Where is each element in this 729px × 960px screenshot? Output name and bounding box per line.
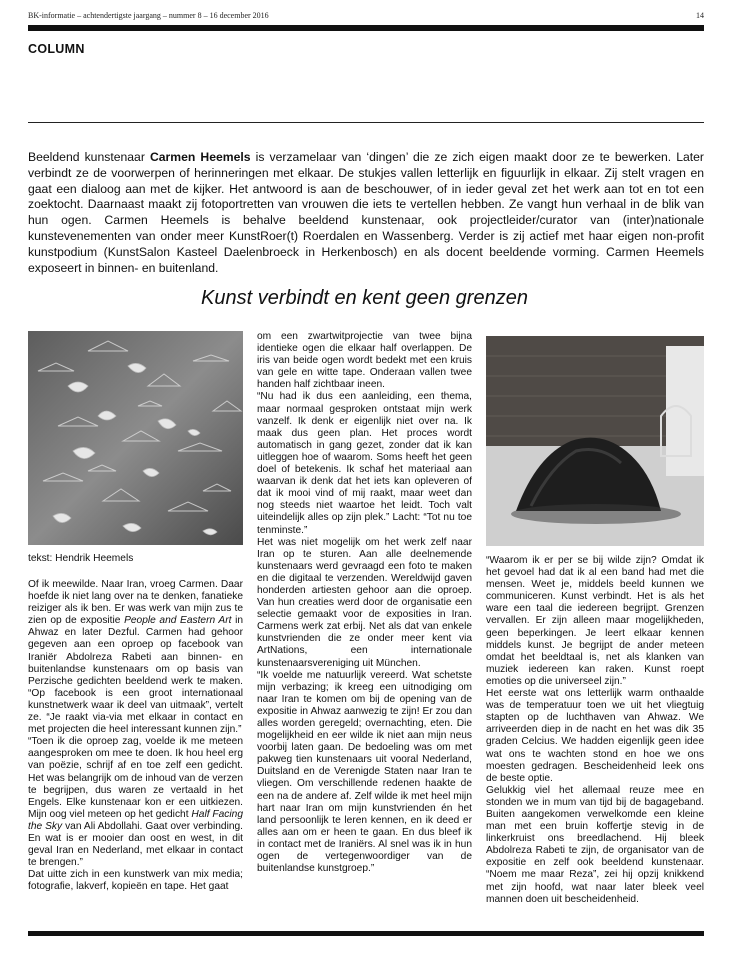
- col1-paragraph-2: [28, 736, 243, 869]
- col1-paragraph-3: Dat uitte zich in een kunstwerk van mix media; fotografie, lakverf, kopieën en tape. Het gaat: [28, 869, 243, 893]
- exhibition-title: People and Eastern Art: [124, 615, 232, 627]
- intro-body: is verzamelaar van ‘dingen’ die ze zich eigen maakt door ze te bewerken. Later verbindt ze de voorwerpen of herinneringen met elkaar. De stukjes vallen letterlijk en figuurlijk in elkaar. Zij stelt vragen en gaat een dialoog aan met de kijker. Het antwoord is aan de beschouwer, of in ieder geval zet het werk aan tot en tot een zoektocht. Daarnaast maakt zij fotoportretten van vrouwen die iets te vertellen hebben. Ze vangt hun verhaal in de blik van hun ogen. Carmen Heemels is behalve beeldend kunstenaar, ook projectleider/curator van (inter)nationale kunstevenementen van onder meer KunstRoer(t) Roerdalen en Wassenberg. Verder is zij actief met haar eigen non-profit kunstpodium (KunstSalon Kasteel Daelenbroeck in Herkenbosch) en als docent beeldende vorming. Carmen Heemels exposeert in binnen- en buitenland.: [28, 150, 704, 275]
- col3-paragraph-2: Het eerste wat ons letterlijk warm onthaalde was de temperatuur toen we uit het vliegtuig stapten op de luchthaven van Ahwaz. We arriveerden diep in de nacht en het was dik 35 graden Celcius. We hadden eigenlijk geen idee wat ons te wachten stond en hoe we ons moesten gedragen. Bescheidenheid leek ons de beste optie.: [486, 688, 704, 784]
- col1-p2-text: “Toen ik die oproep zag, voelde ik me meteen aangesproken om mee te doen. Ik hou heel erg van poëzie, schrijf af en toe zelf een gedicht. Het was belangrijk om de inhoud van de verzen te begrijpen, dus waren ze vertaald in het Engels. Elke kunstenaar kon er een uitkiezen. Mijn oog viel meteen op het gedicht: [28, 736, 243, 820]
- poem-title: Half Facing the Sky: [28, 808, 243, 832]
- artist-name: Carmen Heemels: [149, 150, 251, 164]
- article-column-1: [28, 579, 243, 893]
- col1-paragraph-1: [28, 579, 243, 736]
- artwork-photo-pile: [486, 336, 704, 546]
- masthead: [28, 11, 704, 20]
- hangers-image: [28, 331, 243, 545]
- header-rule: [28, 25, 704, 31]
- footer-rule: [28, 931, 704, 936]
- pile-image: [486, 336, 704, 546]
- section-label: COLUMN: [28, 42, 85, 56]
- col2-paragraph-1: om een zwartwitprojectie van twee bijna identieke ogen die elkaar half overlappen. De iris van beide ogen wordt bedekt met een kruis van gele en witte tape. Onderaan vallen twee handen half zichtbaar ineen.: [257, 331, 472, 391]
- intro-paragraph: [28, 150, 704, 276]
- col2-paragraph-2: “Nu had ik dus een aanleiding, een thema, maar normaal gesproken ontstaat mijn werk vanzelf. Ik denk er eigenlijk niet over na. Ik maak dus geen plan. Het proces wordt automatisch in gang gezet, zonder dat ik kan uitleggen hoe of waarom. Soms heeft het geen doel of betekenis. Ik schaf het materiaal aan waarvan ik denk dat het iets kan opleveren of dat ik mooi vind of mij raakt, maar weet dan nog steeds niet waartoe het leidt. Toch valt uiteindelijk alles op zijn plek.” Lacht: “Tot nu toe tenminste.”: [257, 391, 472, 536]
- article-column-2: [257, 331, 472, 875]
- col1-p1-text-cont: in Ahwaz en later Dezful. Carmen had gehoor gegeven aan een oproep op facebook van Iraniër Abdolreza Rabeti aan binnen- en buitenlandse kunstenaars om op basis van Perzische gedichten beeldend werk te maken. “Op facebook is een groot internationaal kunstnetwerk waar ik deel van uitmaak”, vertelt ze. “Je raakt via-via met elkaar in contact en met projecten die heel interessant kunnen zijn.”: [28, 615, 243, 736]
- article-column-3: [486, 555, 704, 906]
- col3-paragraph-1: “Waarom ik er per se bij wilde zijn? Omdat ik het gevoel had dat ik al een band had met die mensen. Weet je, middels beeld kunnen we communiceren. Kunst verbindt. Het is als het ware een taal die iedereen begrijpt. Grenzen vervallen. Er zijn alleen maar mogelijkheden, geen beperkingen. Je leert elkaar kennen middels kunst. Je begrijpt de ander meteen omdat het beeldtaal is, net als klanken van muziek iedereen kan raken. Kunst roept emoties op die universeel zijn.”: [486, 555, 704, 687]
- masthead-text: BK-informatie – achtendertigste jaargang – nummer 8 – 16 december 2016: [28, 11, 269, 20]
- photo-credit: tekst: Hendrik Heemels: [28, 553, 134, 564]
- col3-paragraph-3: Gelukkig viel het allemaal reuze mee en stonden we in mum van tijd bij de bagageband. Buiten aangekomen verwelkomde een kleine man met een bruin koffertje stevig in de linkerkruist ons breedlachend. Hij bleek Abdolreza Rabeti te zijn, de organisator van de expositie en zelf ook beeldend kunstenaar. “Noem me maar Reza”, zei hij opzij knikkend met zijn hoofd, wat naar later bleek veel mannen doen uit bescheidenheid.: [486, 784, 704, 905]
- article-headline: Kunst verbindt en kent geen grenzen: [201, 287, 528, 309]
- col1-p1-text: Of ik meewilde. Naar Iran, vroeg Carmen. Daar hoefde ik niet lang over na te denken, fanatieke reiziger als ik ben. Er was werk van mijn zus te zien op de expositie: [28, 579, 243, 627]
- page-number: 14: [696, 11, 704, 20]
- col1-p2-text-cont: van Ali Abdollahi. Gaat over verbinding. En wat is er mooier dan oost en west, in dit geval Iran en Nederland, met elkaar in contact te brengen.”: [28, 820, 243, 869]
- section-divider: [28, 122, 704, 123]
- col2-paragraph-4: “Ik voelde me natuurlijk vereerd. Wat schetste mijn verbazing; ik kreeg een uitnodiging om naar Iran te komen om bij de opening van de expositie in Ahwaz aanwezig te zijn! Er zou dan alles worden geregeld; overnachting, eten. Die mogelijkheid en eer wilde ik niet aan mijn neus voorbij laten gaan. De bedoeling was om met pakweg tien kunstenaars uit vooral Nederland, Duitsland en de Verenigde Staten naar Iran te vliegen. Om verschillende redenen haakte de een na de andere af. Zelf wilde ik met heel mijn hart naar Iran om mijn kunstvrienden én het land persoonlijk te leren kennen, en ik deed er alles aan om er heen te gaan. En dus bleef ik in contact met de Iraniërs. Al snel was ik in hun ogen de vertegenwoordiger van de buitenlandse kunstgroep.”: [257, 669, 472, 875]
- artwork-photo-hangers: [28, 331, 243, 545]
- col2-paragraph-3: Het was niet mogelijk om het werk zelf naar Iran op te sturen. Aan alle deelnemende kunstenaars werd gevraagd een foto te maken en die digitaal te verzenden. Wereldwijd gaven honderden artiesten gehoor aan die oproep. Van hun creaties werd door de organisatie een selectie gemaakt voor de exposities in Iran. Carmens werk zat erbij. Net als dat van enkele kunstvrienden die ze onder meer kent via ArtNations, een internationale kunstenaarsvereniging uit München.: [257, 536, 472, 669]
- intro-lead: Beeldend kunstenaar: [28, 150, 150, 164]
